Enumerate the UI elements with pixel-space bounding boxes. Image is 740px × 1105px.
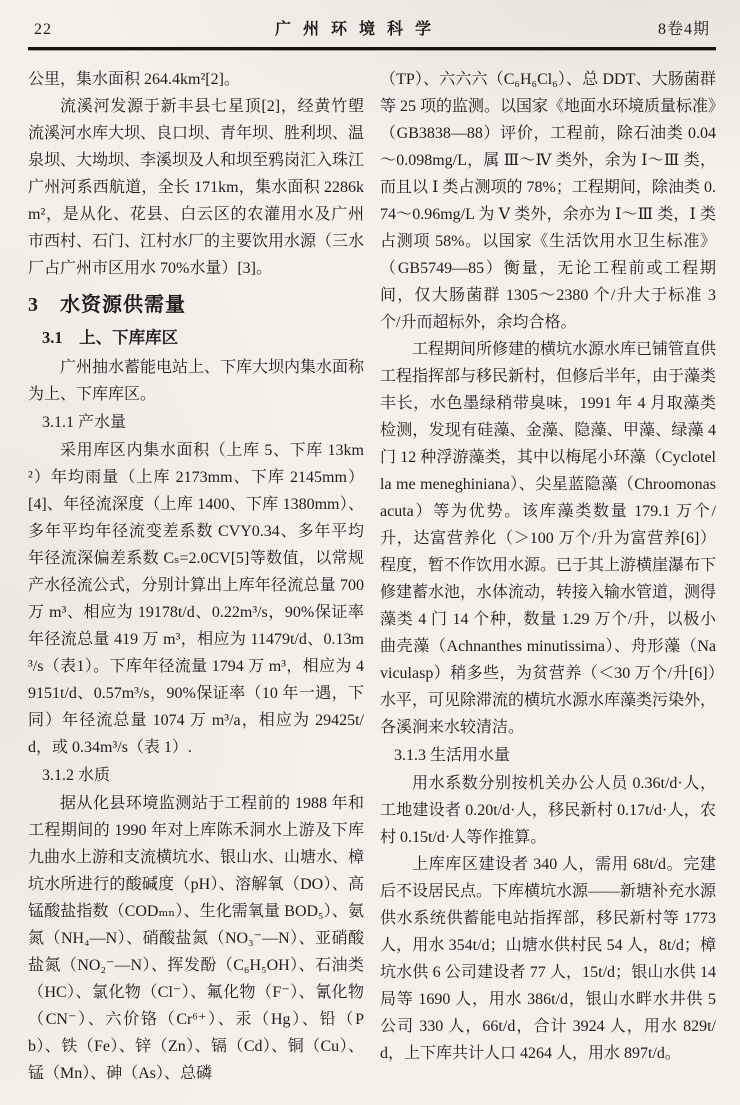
subsubsection-heading: 3.1.3 生活用水量 [394,747,511,764]
page-header [28,10,716,47]
paragraph: 工程期间所修建的横坑水源水库已铺管直供工程指挥部与移民新村，但修后半年，由于藻类丰长，水色墨绿稍带臭味，1991 年 4 月取藻类检测，发现有硅藻、金藻、隐藻、甲藻、绿藻 4 门 12 种浮游藻类，其中以梅尾小环藻（Cyclotella me meneghiniana）、尖星蓝隐藻（Chroomonas acuta）等为优势。该库藻类数量 179.1 万个/升，达富营养化（＞100 万个/升为富营养[6]）程度，暂不作饮用水源。已于其上游横崖瀑布下修建蓄水池，水体流动，转接入输水管道，测得藻类 4 门 14 个种，数量 1.29 万个/升，以极小曲壳藻（Achnanthes minutissima）、舟形藻（Naviculasp）稍多些，为贫营养（＜30 万个/升[6]）水平，可见除滞流的横坑水源水库藻类污染外，各溪涧来水较清洁。 [380,341,717,736]
paragraph: 流溪河发源于新丰县七星顶[2]，经黄竹塱流溪河水库大坝、良口坝、青年坝、胜利坝、温泉坝、大坳坝、李溪坝及人和坝至鸦岗汇入珠江广州河系西航道，全长 171km，集水面积 2286km²，是从化、花县、白云区的农灌用水及广州市西村、石门、江村水厂的主要饮用水源（三水厂占广州市区用水 70%水量）[3]。 [28,98,365,277]
subsubsection-heading: 3.1.1 产水量 [42,414,127,431]
paragraph: 广州抽水蓄能电站上、下库大坝内集水面称为上、下库库区。 [28,359,365,403]
section-heading: 3 水资源供需量 [28,294,186,316]
paragraph-continuation: 公里，集水面积 264.4km²[2]。 [28,71,240,88]
paragraph: 采用库区内集水面积（上库 5、下库 13km²）年均雨量（上库 2173mm、下库 2145mm）[4]、年径流深度（上库 1400、下库 1380mm）、多年平均年径流变差系数 CVY0.34、多年平均年径流深偏差系数 Cₛ=2.0CV[5]等数值，以常规产水径流公式，分别计算出上库年径流总量 700 万 m³、相应为 19178t/d、0.22m³/s，90%保证率年径流总量 419 万 m³，相应为 11479t/d、0.13m³/s（表1）。下库年径流量 1794 万 m³，相应为 49151t/d、0.57m³/s，90%保证率（10 年一遇，下同）年径流总量 1074 万 m³/a，相应为 29425t/d，或 0.34m³/s（表 1）. [28,442,364,756]
paragraph: 据从化县环境监测站于工程前的 1988 年和工程期间的 1990 年对上库陈禾洞水上游及下库九曲水上游和支流横坑水、银山水、山塘水、樟坑水所进行的酸碱度（pH）、溶解氧（DO）、高锰酸盐指数（CODₘₙ）、生化需氧量 BOD₅）、氨氮（NH₄—N）、硝酸盐氮（NO₃⁻—N）、亚硝酸盐氮（NO₂⁻—N）、挥发酚（C₆H₅OH）、石油类（HC）、氯化物（Cl⁻）、氟化物（F⁻）、氰化物（CN⁻）、六价铬（Cr⁶⁺）、汞（Hg）、铅（Pb）、铁（Fe）、锌（Zn）、镉（Cd）、铜（Cu）、锰（Mn）、砷（As）、总磷 [28,795,365,1082]
paragraph: 用水系数分别按机关办公人员 0.36t/d·人，工地建设者 0.20t/d·人，移民新村 0.17t/d·人，农村 0.15t/d·人等作推算。 [380,775,716,846]
journal-title: 广 州 环 境 科 学 [274,21,435,38]
page-number: 22 [34,21,52,38]
header-rule [28,47,716,50]
paragraph: 上库库区建设者 340 人，需用 68t/d。完建后不设居民点。下库横坑水源——新塘补充水源供水系统供蓄能电站指挥部，移民新村等 1773 人，用水 354t/d；山塘水供村民 54 人，8t/d；樟坑水供 6 公司建设者 77 人，15t/d；银山水供 14 局等 1690 人，用水 386t/d，银山水畔水井供 5 公司 330 人，66t/d，合计 3924 人，用水 829t/d，上下库共计人口 4264 人，用水 897t/d。 [380,856,717,1062]
subsubsection-heading: 3.1.2 水质 [42,767,111,784]
article-body [28,66,716,1087]
left-column [28,66,364,1087]
paragraph-continuation: （TP）、六六六（C₆H₆Cl₆）、总 DDT、大肠菌群等 25 项的监测。以国家《地面水环境质量标准》（GB3838—88）评价，工程前，除石油类 0.04～0.098mg/L，属 Ⅲ～Ⅳ 类外，余为 Ⅰ～Ⅲ 类，而且以 Ⅰ 类占测项的 78%；工程期间，除油类 0.74～0.96mg/L 为 Ⅴ 类外，余亦为 Ⅰ～Ⅲ 类，Ⅰ 类占测项 58%。以国家《生活饮用水卫生标准》（GB5749—85）衡量，无论工程前或工程期间，仅大肠菌群 1305～2380 个/升大于标准 3 个/升而超标外，余均合格。 [380,71,717,331]
subsection-heading: 3.1 上、下库库区 [42,328,179,347]
right-column [380,66,716,1087]
issue-label: 8卷4期 [657,21,710,38]
